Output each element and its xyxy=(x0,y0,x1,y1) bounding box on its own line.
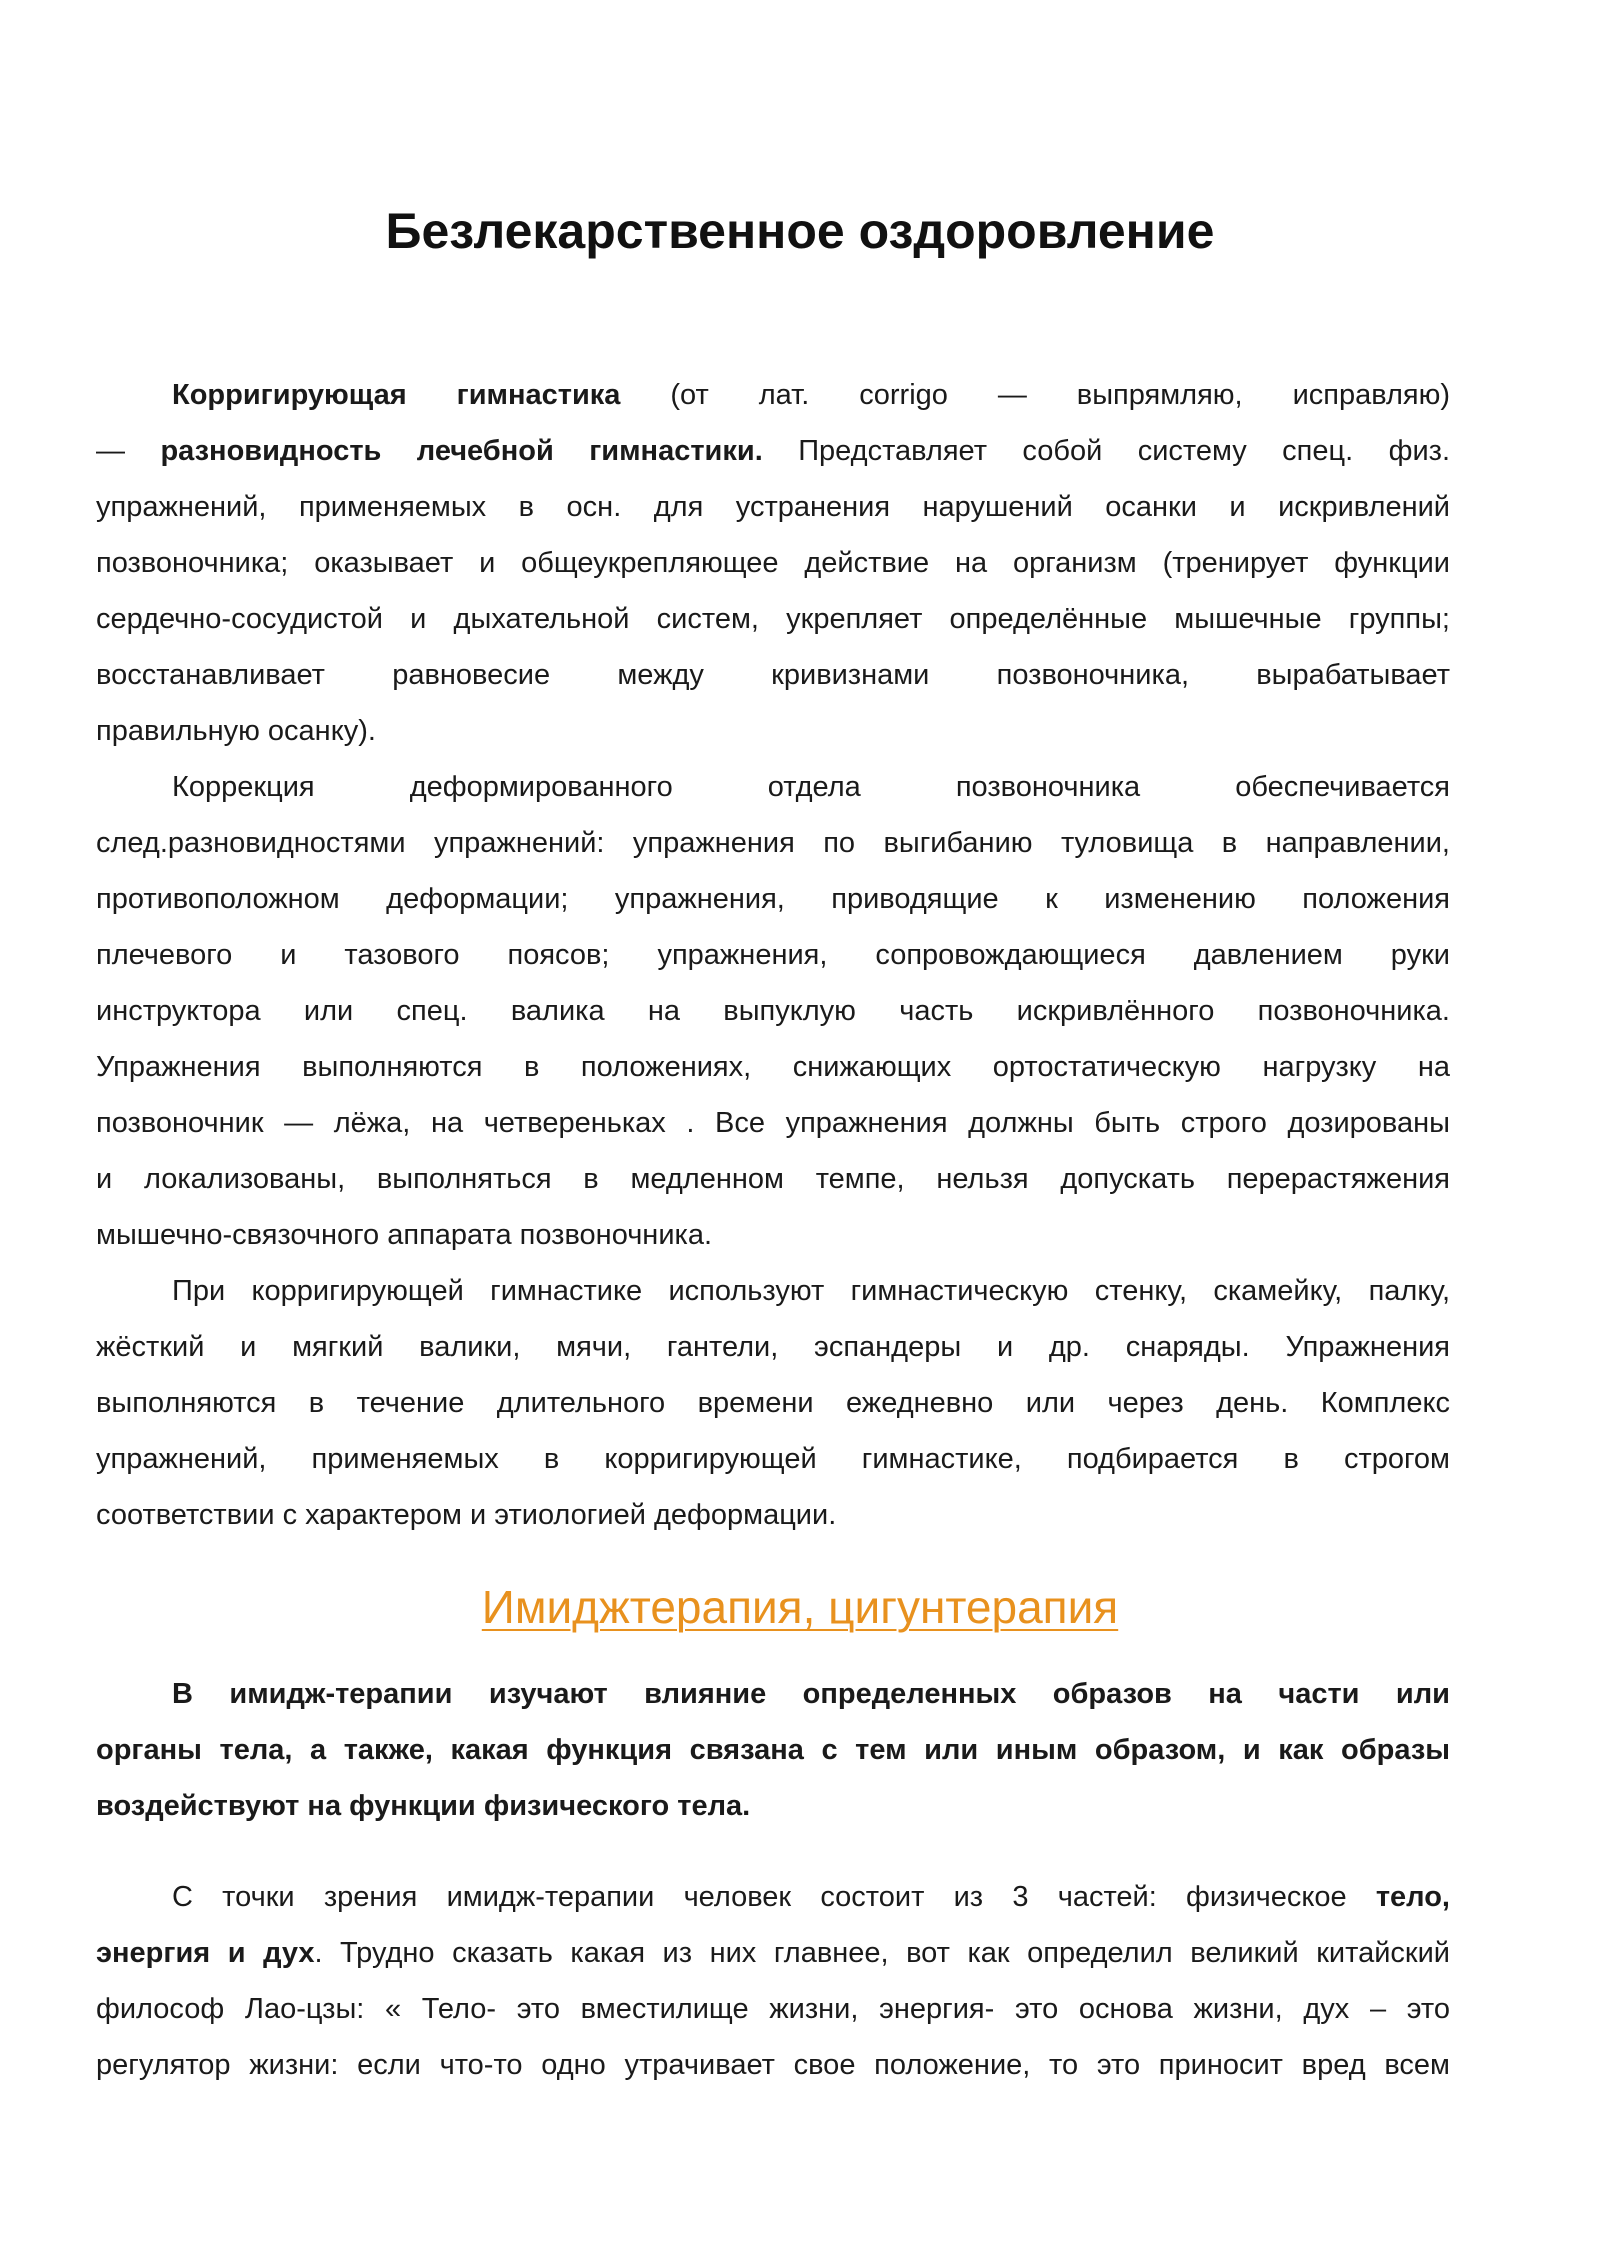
text-run: противоположном деформации; упражнения, приводящие к изменению положения xyxy=(96,883,1450,915)
text-run: регулятор жизни: если что-то одно утрачивает свое положение, то это приносит вред всем xyxy=(96,2049,1450,2081)
section-heading-link[interactable]: Имиджтерапия, цигунтерапия xyxy=(481,1581,1119,1633)
text-line xyxy=(96,1869,1450,1925)
text-run: упражнений, применяемых в осн. для устранения нарушений осанки и искривлений xyxy=(96,491,1450,523)
bold-text: Корригирующая гимнастика xyxy=(172,379,621,411)
document-title: Безлекарственное оздоровление xyxy=(385,203,1215,259)
text-line xyxy=(96,815,1450,871)
text-run: позвоночник — лёжа, на четвереньках . Все упражнения должны быть строго дозированы xyxy=(96,1107,1450,1139)
bold-text: воздействуют на функции физического тела. xyxy=(96,1790,751,1822)
text-run: мышечно-связочного аппарата позвоночника. xyxy=(96,1219,713,1251)
text-line xyxy=(96,647,1450,703)
paragraph-three-parts xyxy=(96,1869,1450,2093)
text-line xyxy=(96,479,1450,535)
text-line xyxy=(96,591,1450,647)
paragraph-image-therapy-intro xyxy=(96,1666,1450,1834)
text-line xyxy=(96,1263,1450,1319)
text-line xyxy=(96,1925,1450,1981)
text-run: плечевого и тазового поясов; упражнения, сопровождающиеся давлением руки xyxy=(96,939,1450,971)
text-run: Упражнения выполняются в положениях, снижающих ортостатическую нагрузку на xyxy=(96,1051,1450,1083)
bold-text: В имидж-терапии изучают влияние определенных образов на части или xyxy=(172,1678,1450,1710)
text-run: С точки зрения имидж-терапии человек состоит из 3 частей: физическое xyxy=(172,1881,1376,1913)
paragraph-corrective-gymnastics xyxy=(96,367,1450,1543)
text-line xyxy=(96,703,1450,759)
text-line xyxy=(96,1207,1450,1263)
text-line xyxy=(96,1375,1450,1431)
text-line xyxy=(96,1319,1450,1375)
text-run: и локализованы, выполняться в медленном темпе, нельзя допускать перерастяжения xyxy=(96,1163,1450,1195)
text-line xyxy=(96,535,1450,591)
text-line xyxy=(96,1778,1450,1834)
text-run: При корригирующей гимнастике используют гимнастическую стенку, скамейку, палку, xyxy=(172,1275,1450,1307)
text-line xyxy=(96,1487,1450,1543)
text-line xyxy=(96,1666,1450,1722)
text-run: восстанавливает равновесие между кривизнами позвоночника, вырабатывает xyxy=(96,659,1450,691)
text-run: позвоночника; оказывает и общеукрепляющее действие на организм (тренирует функции xyxy=(96,547,1450,579)
text-run: упражнений, применяемых в корригирующей гимнастике, подбирается в строгом xyxy=(96,1443,1450,1475)
text-line xyxy=(96,1431,1450,1487)
text-line xyxy=(96,927,1450,983)
bold-text: энергия и дух xyxy=(96,1937,315,1969)
text-run: . Трудно сказать какая из них главнее, вот как определил великий китайский xyxy=(314,1937,1450,1969)
text-run: правильную осанку). xyxy=(96,715,376,747)
text-line xyxy=(96,1151,1450,1207)
text-line xyxy=(96,2037,1450,2093)
text-line xyxy=(96,1039,1450,1095)
text-line xyxy=(96,367,1450,423)
text-line xyxy=(96,1095,1450,1151)
text-run: след.разновидностями упражнений: упражнения по выгибанию туловища в направлении, xyxy=(96,827,1450,859)
text-run: сердечно-сосудистой и дыхательной систем, укрепляет определённые мышечные группы; xyxy=(96,603,1450,635)
bold-text: разновидность лечебной гимнастики. xyxy=(160,435,763,467)
text-line xyxy=(96,871,1450,927)
text-run: (от лат. corrigo — выпрямляю, исправляю) xyxy=(620,379,1450,411)
text-run: инструктора или спец. валика на выпуклую часть искривлённого позвоночника. xyxy=(96,995,1450,1027)
text-run: жёсткий и мягкий валики, мячи, гантели, эспандеры и др. снаряды. Упражнения xyxy=(96,1331,1450,1363)
text-line xyxy=(96,983,1450,1039)
text-line xyxy=(96,423,1450,479)
text-run: Коррекция деформированного отдела позвоночника обеспечивается xyxy=(172,771,1450,803)
text-line xyxy=(96,1981,1450,2037)
text-run: философ Лао-цзы: « Тело- это вместилище жизни, энергия- это основа жизни, дух – это xyxy=(96,1993,1450,2025)
text-run: соответствии с характером и этиологией деформации. xyxy=(96,1499,837,1531)
text-line xyxy=(96,1722,1450,1778)
bold-text: органы тела, а также, какая функция связана с тем или иным образом, и как образы xyxy=(96,1734,1450,1766)
text-run: выполняются в течение длительного времени ежедневно или через день. Комплекс xyxy=(96,1387,1450,1419)
bold-text: тело, xyxy=(1375,1881,1450,1913)
text-line xyxy=(96,759,1450,815)
text-run: Представляет собой систему спец. физ. xyxy=(762,435,1451,467)
text-run: — xyxy=(96,435,161,467)
section-heading xyxy=(0,1574,1600,1640)
